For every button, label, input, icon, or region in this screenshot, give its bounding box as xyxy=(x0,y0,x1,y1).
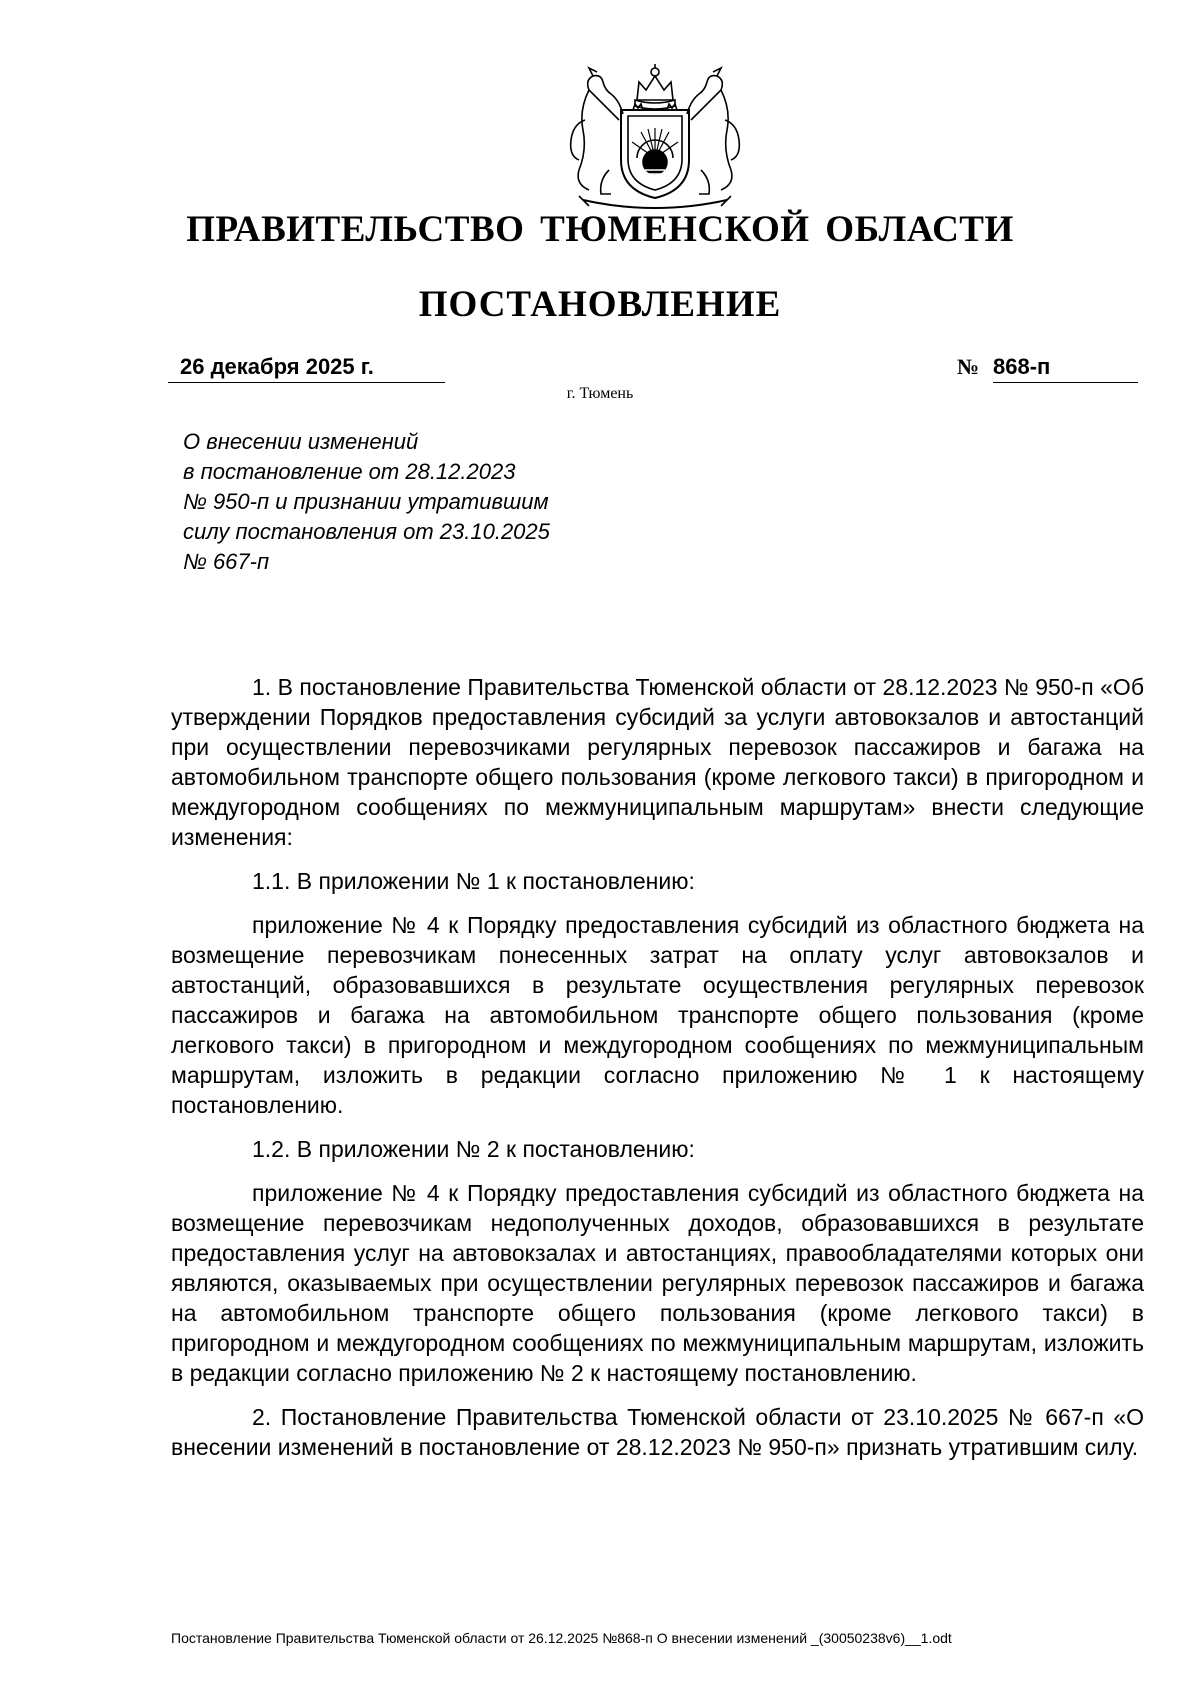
subject-line: силу постановления от 23.10.2025 xyxy=(183,519,550,544)
document-subject xyxy=(183,427,550,577)
document-date: 26 декабря 2025 г. xyxy=(168,354,445,383)
subject-line: № 950-п и признании утратившим xyxy=(183,489,549,514)
document-city: г. Тюмень xyxy=(566,385,634,402)
document-body xyxy=(171,672,1144,1476)
paragraph: 2. Постановление Правительства Тюменской области от 23.10.2025 № 667-п «О внесении изменений в постановление от 28.12.2023 № 950-п» признать утратившим силу. xyxy=(171,1404,1144,1460)
government-title: ПРАВИТЕЛЬСТВО ТЮМЕНСКОЙ ОБЛАСТИ xyxy=(186,209,1014,250)
subject-line: в постановление от 28.12.2023 xyxy=(183,459,516,484)
tyumen-region-coat-of-arms-icon xyxy=(549,60,761,210)
paragraph: 1. В постановление Правительства Тюменской области от 28.12.2023 № 950-п «Об утверждении Порядков предоставления субсидий за услуги автовокзалов и автостанций при осуществлении перевозчиками регулярных перевозок пассажиров и багажа на автомобильном транспорте общего пользования (кроме легкового такси) в пригородном и междугородном сообщениях по межмуниципальным маршрутам» внести следующие изменения: xyxy=(171,674,1144,850)
document-number: 868-п xyxy=(993,354,1138,383)
paragraph: приложение № 4 к Порядку предоставления субсидий из областного бюджета на возмещение перевозчикам недополученных доходов, образовавшихся в результате предоставления услуг на автовокзалах и автостанциях, правообладателями которых они являются, оказываемых при осуществлении регулярных перевозок пассажиров и багажа на автомобильном транспорте общего пользования (кроме легкового такси) в пригородном и междугородном сообщениях по межмуниципальным маршрутам, изложить в редакции согласно приложению № 2 к настоящему постановлению. xyxy=(171,1180,1144,1386)
paragraph: 1.2. В приложении № 2 к постановлению: xyxy=(252,1136,695,1162)
document-type-heading: ПОСТАНОВЛЕНИЕ xyxy=(418,284,782,325)
paragraph: приложение № 4 к Порядку предоставления субсидий из областного бюджета на возмещение перевозчикам понесенных затрат на оплату услуг автовокзалов и автостанций, образовавшихся в результате осуществления регулярных перевозок пассажиров и багажа на автомобильном транспорте общего пользования (кроме легкового такси) в пригородном и междугородном сообщениях по межмуниципальным маршрутам, изложить в редакции согласно приложению № 1 к настоящему постановлению. xyxy=(171,912,1144,1118)
document-number-field xyxy=(957,354,1140,383)
subject-line: № 667-п xyxy=(183,549,270,574)
page-footer: Постановление Правительства Тюменской области от 26.12.2025 №868-п О внесении изменений _(30050238v6)__1.odt xyxy=(171,1630,952,1646)
paragraph: 1.1. В приложении № 1 к постановлению: xyxy=(252,868,695,894)
number-sign: № xyxy=(957,354,980,379)
subject-line: О внесении изменений xyxy=(183,429,419,454)
